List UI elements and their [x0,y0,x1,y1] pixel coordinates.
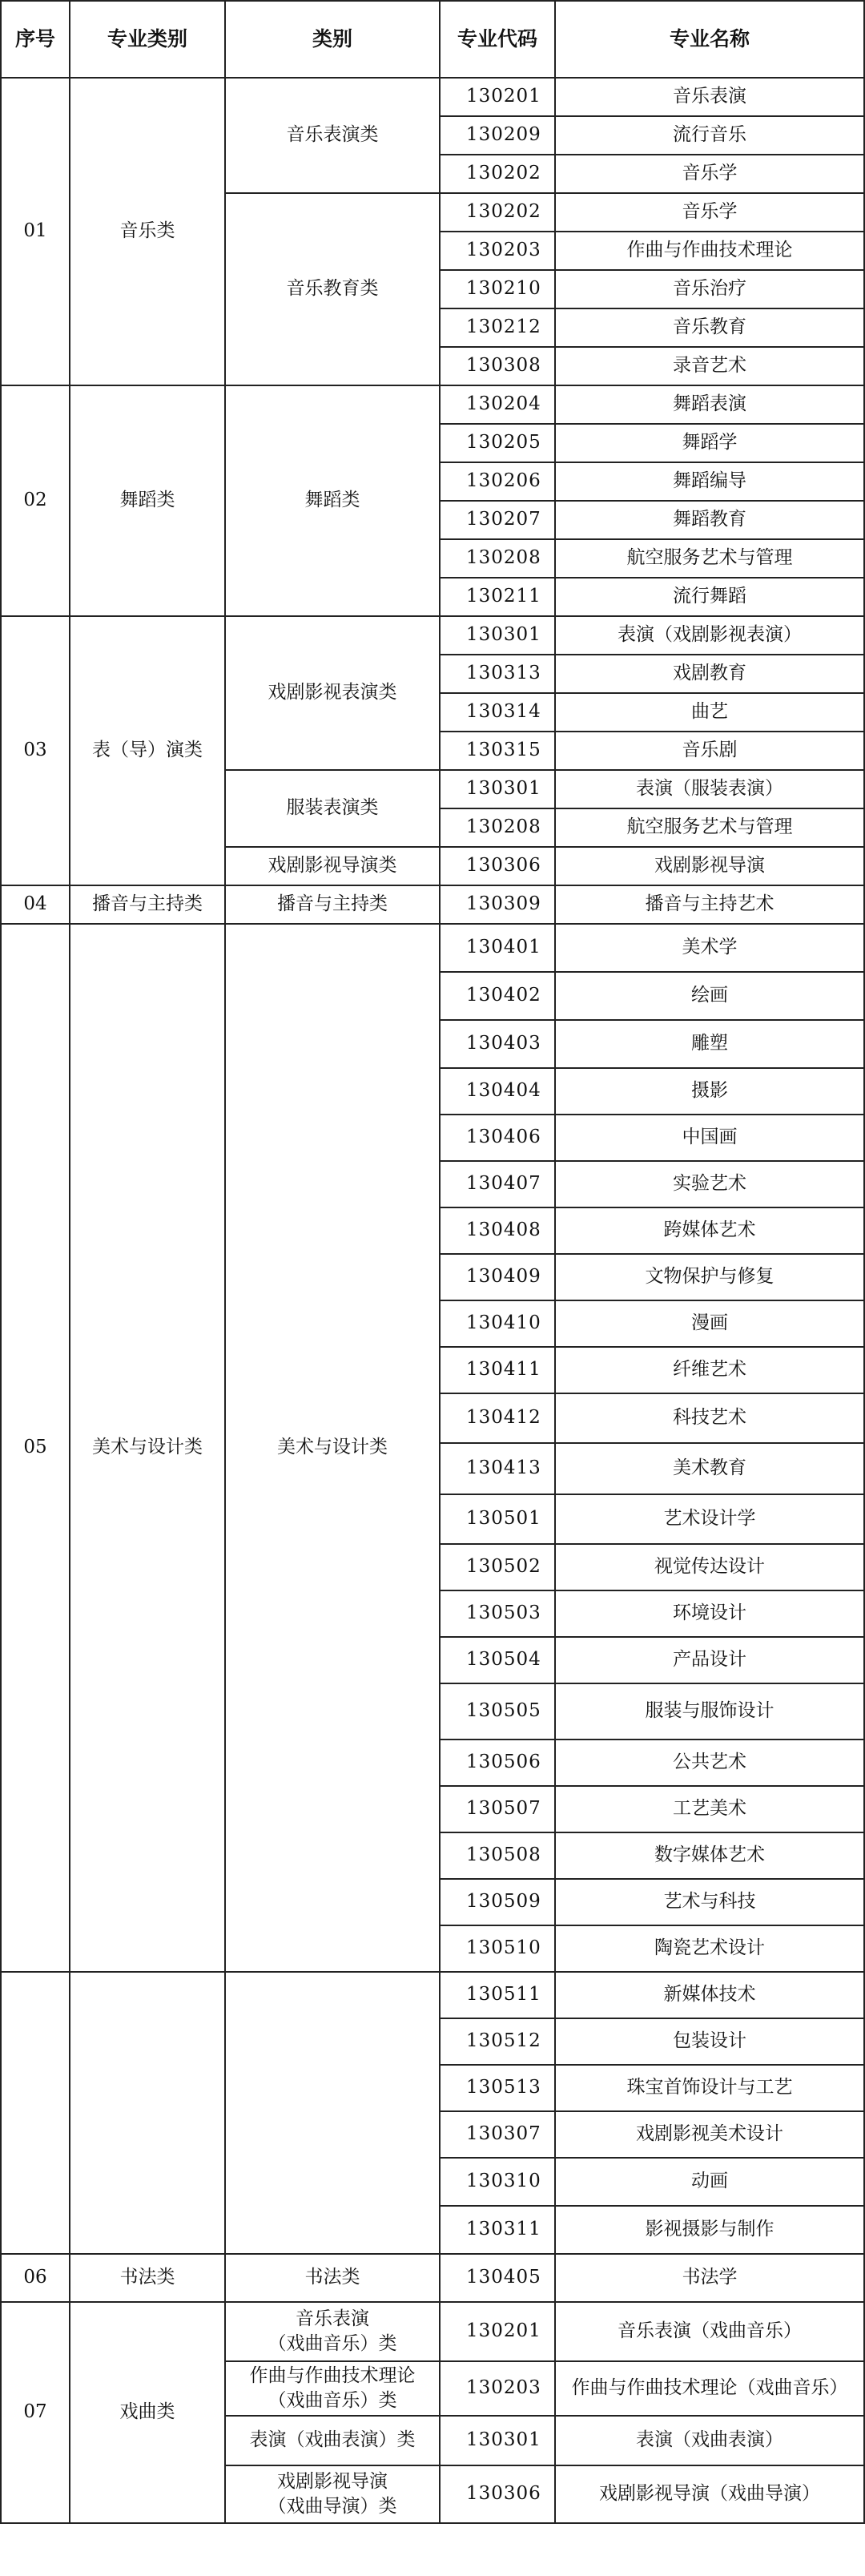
major-code-cell: 130301 [441,2417,556,2466]
major-code-cell: 130201 [441,2303,556,2362]
category-cell: 播音与主持类 [226,886,441,925]
major-code-cell: 130409 [441,1255,556,1301]
major-code-cell: 130413 [441,1444,556,1495]
major-code-cell: 130204 [441,386,556,425]
major-code-cell: 130301 [441,617,556,655]
major-code-cell: 130201 [441,79,556,117]
category-cell: 戏剧影视表演类 [226,617,441,771]
major-category-cell: 书法类 [70,2255,226,2303]
category-cell: 作曲与作曲技术理论 （戏曲音乐）类 [226,2362,441,2417]
index-cell: 07 [0,2303,70,2524]
header-major-code: 专业代码 [441,0,556,79]
major-code-cell: 130503 [441,1591,556,1638]
major-code-cell: 130202 [441,194,556,232]
major-code-cell: 130408 [441,1208,556,1255]
major-name-cell: 视觉传达设计 [556,1545,865,1591]
major-code-cell: 130403 [441,1021,556,1069]
major-name-cell: 音乐教育 [556,309,865,348]
category-cell: 书法类 [226,2255,441,2303]
major-name-cell: 环境设计 [556,1591,865,1638]
major-code-cell: 130512 [441,2019,556,2066]
major-name-cell: 音乐学 [556,194,865,232]
major-code-cell: 130306 [441,848,556,886]
major-name-cell: 纤维艺术 [556,1348,865,1394]
major-category-cell: 表（导）演类 [70,617,226,886]
major-name-cell: 文物保护与修复 [556,1255,865,1301]
major-name-cell: 戏剧影视导演 [556,848,865,886]
major-code-cell: 130505 [441,1684,556,1740]
major-code-cell: 130314 [441,694,556,732]
major-code-cell: 130202 [441,155,556,194]
major-code-cell: 130412 [441,1394,556,1444]
major-code-cell: 130511 [441,1973,556,2019]
major-code-cell: 130506 [441,1740,556,1787]
category-cell: 美术与设计类 [226,925,441,1973]
major-category-cell: 舞蹈类 [70,386,226,617]
major-code-cell: 130206 [441,463,556,502]
major-code-cell: 130404 [441,1069,556,1115]
major-name-cell: 数字媒体艺术 [556,1833,865,1880]
major-name-cell: 航空服务艺术与管理 [556,540,865,578]
index-cell: 05 [0,925,70,1973]
major-name-cell: 录音艺术 [556,348,865,386]
major-name-cell: 表演（服装表演） [556,771,865,809]
major-category-cell [70,1973,226,2255]
major-name-cell: 摄影 [556,1069,865,1115]
major-name-cell: 舞蹈教育 [556,502,865,540]
major-name-cell: 服装与服饰设计 [556,1684,865,1740]
major-code-cell: 130310 [441,2159,556,2207]
category-cell: 音乐教育类 [226,194,441,386]
major-name-cell: 产品设计 [556,1638,865,1684]
index-cell: 06 [0,2255,70,2303]
major-name-cell: 戏剧影视导演（戏曲导演） [556,2466,865,2524]
header-index: 序号 [0,0,70,79]
major-name-cell: 流行舞蹈 [556,578,865,617]
category-cell [226,1973,441,2255]
major-name-cell: 绘画 [556,973,865,1021]
major-name-cell: 实验艺术 [556,1162,865,1208]
major-name-cell: 书法学 [556,2255,865,2303]
major-code-cell: 130208 [441,809,556,848]
major-name-cell: 新媒体技术 [556,1973,865,2019]
major-name-cell: 跨媒体艺术 [556,1208,865,1255]
header-major-category: 专业类别 [70,0,226,79]
major-code-cell: 130410 [441,1301,556,1348]
major-code-cell: 130315 [441,732,556,771]
major-name-cell: 科技艺术 [556,1394,865,1444]
major-code-cell: 130509 [441,1880,556,1926]
major-code-cell: 130501 [441,1495,556,1545]
major-code-cell: 130307 [441,2112,556,2159]
major-code-cell: 130407 [441,1162,556,1208]
major-name-cell: 艺术设计学 [556,1495,865,1545]
major-code-cell: 130402 [441,973,556,1021]
major-name-cell: 曲艺 [556,694,865,732]
major-code-cell: 130510 [441,1926,556,1973]
major-category-cell: 美术与设计类 [70,925,226,1973]
index-cell [0,1973,70,2255]
major-category-cell: 戏曲类 [70,2303,226,2524]
major-code-cell: 130309 [441,886,556,925]
major-name-cell: 动画 [556,2159,865,2207]
major-name-cell: 漫画 [556,1301,865,1348]
major-name-cell: 美术教育 [556,1444,865,1495]
major-code-cell: 130301 [441,771,556,809]
major-code-cell: 130504 [441,1638,556,1684]
major-name-cell: 艺术与科技 [556,1880,865,1926]
major-name-cell: 音乐治疗 [556,271,865,309]
major-name-cell: 珠宝首饰设计与工艺 [556,2066,865,2112]
category-cell: 音乐表演类 [226,79,441,194]
major-name-cell: 舞蹈编导 [556,463,865,502]
major-name-cell: 戏剧影视美术设计 [556,2112,865,2159]
major-name-cell: 表演（戏剧影视表演） [556,617,865,655]
major-name-cell: 舞蹈表演 [556,386,865,425]
major-name-cell: 影视摄影与制作 [556,2207,865,2255]
major-name-cell: 音乐表演（戏曲音乐） [556,2303,865,2362]
category-cell: 表演（戏曲表演）类 [226,2417,441,2466]
major-name-cell: 播音与主持艺术 [556,886,865,925]
index-cell: 02 [0,386,70,617]
major-name-cell: 美术学 [556,925,865,973]
major-code-cell: 130308 [441,348,556,386]
major-code-cell: 130401 [441,925,556,973]
major-code-cell: 130405 [441,2255,556,2303]
major-code-cell: 130313 [441,655,556,694]
major-name-cell: 中国画 [556,1115,865,1162]
major-code-cell: 130508 [441,1833,556,1880]
major-name-cell: 航空服务艺术与管理 [556,809,865,848]
major-code-cell: 130502 [441,1545,556,1591]
major-code-cell: 130205 [441,425,556,463]
major-name-cell: 包装设计 [556,2019,865,2066]
index-cell: 04 [0,886,70,925]
category-cell: 戏剧影视导演类 [226,848,441,886]
category-cell: 服装表演类 [226,771,441,848]
major-code-cell: 130208 [441,540,556,578]
major-code-cell: 130211 [441,578,556,617]
header-category: 类别 [226,0,441,79]
major-name-cell: 陶瓷艺术设计 [556,1926,865,1973]
major-name-cell: 作曲与作曲技术理论（戏曲音乐） [556,2362,865,2417]
major-name-cell: 流行音乐 [556,117,865,155]
major-name-cell: 公共艺术 [556,1740,865,1787]
major-code-cell: 130513 [441,2066,556,2112]
major-code-cell: 130203 [441,2362,556,2417]
index-cell: 03 [0,617,70,886]
major-name-cell: 雕塑 [556,1021,865,1069]
category-cell: 戏剧影视导演 （戏曲导演）类 [226,2466,441,2524]
major-code-cell: 130507 [441,1787,556,1833]
major-code-cell: 130406 [441,1115,556,1162]
index-cell: 01 [0,79,70,386]
major-name-cell: 戏剧教育 [556,655,865,694]
major-name-cell: 舞蹈学 [556,425,865,463]
major-name-cell: 作曲与作曲技术理论 [556,232,865,271]
major-code-cell: 130311 [441,2207,556,2255]
major-name-cell: 工艺美术 [556,1787,865,1833]
major-code-cell: 130209 [441,117,556,155]
category-cell: 音乐表演 （戏曲音乐）类 [226,2303,441,2362]
major-code-cell: 130203 [441,232,556,271]
major-name-cell: 音乐学 [556,155,865,194]
major-code-cell: 130210 [441,271,556,309]
major-code-cell: 130411 [441,1348,556,1394]
major-name-cell: 音乐剧 [556,732,865,771]
major-name-cell: 表演（戏曲表演） [556,2417,865,2466]
category-cell: 舞蹈类 [226,386,441,617]
major-code-cell: 130212 [441,309,556,348]
major-code-cell: 130306 [441,2466,556,2524]
major-category-cell: 播音与主持类 [70,886,226,925]
major-name-cell: 音乐表演 [556,79,865,117]
major-code-cell: 130207 [441,502,556,540]
major-category-cell: 音乐类 [70,79,226,386]
header-major-name: 专业名称 [556,0,865,79]
